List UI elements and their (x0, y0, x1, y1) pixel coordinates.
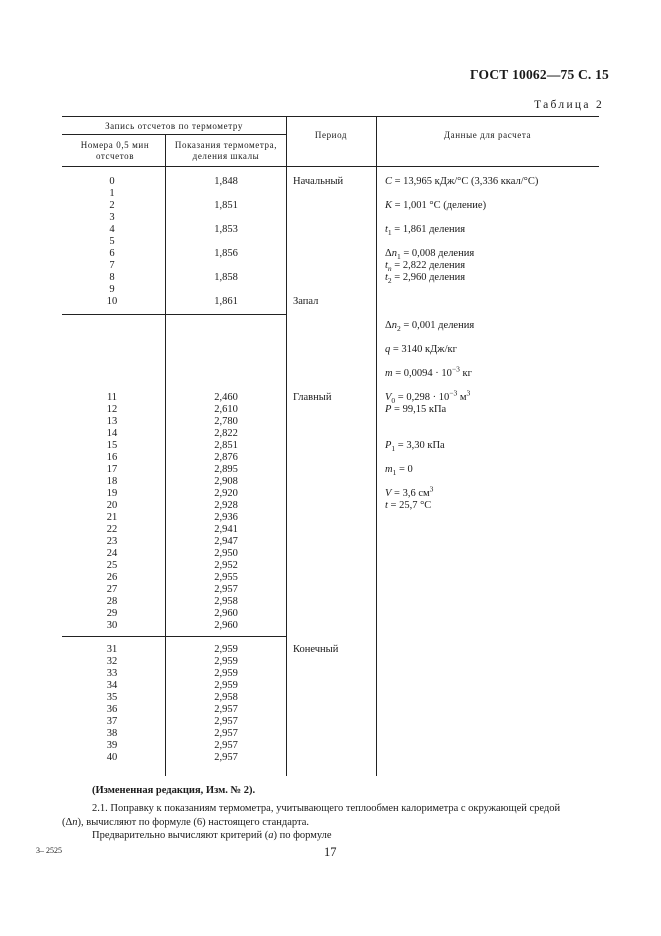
period-main: Главный (293, 392, 332, 403)
reading-value: 2,957 (214, 584, 238, 595)
row-number: 18 (106, 476, 118, 487)
row-number: 4 (109, 224, 115, 235)
row-number: 35 (106, 692, 118, 703)
reading-value: 1,861 (214, 296, 238, 307)
reading-value: 2,895 (214, 464, 238, 475)
period-initial: Начальный (293, 176, 344, 187)
data-q: q = 3140 кДж/кг (385, 344, 457, 355)
data-m1: $m_1 = 0$ (385, 464, 413, 478)
period-final: Конечный (293, 644, 339, 655)
row-number: 1 (109, 188, 115, 199)
row-number: 12 (106, 404, 118, 415)
header-bottom-rule (62, 166, 599, 167)
row-number: 11 (106, 392, 118, 403)
data-K: K = 1,001 °С (деление) (385, 200, 487, 211)
row-number: 22 (106, 524, 118, 535)
header-readings: Показания термометра, деления шкалы (174, 140, 278, 161)
row-number: 30 (106, 620, 118, 631)
row-number: 8 (109, 272, 115, 283)
reading-value: 2,947 (214, 536, 238, 547)
row-number: 17 (106, 464, 118, 475)
row-number: 29 (106, 608, 118, 619)
row-number: 3 (109, 212, 115, 223)
row-number: 23 (106, 536, 118, 547)
data-V: V = 3,6 $см^3$ (385, 484, 434, 499)
row-number: 21 (106, 512, 118, 523)
row-number: 40 (106, 752, 118, 763)
print-code: 3– 2525 (36, 846, 62, 855)
table-top-rule (62, 116, 599, 117)
numbers-column-s3 (62, 644, 162, 764)
row-number: 16 (106, 452, 118, 463)
row-number: 27 (106, 584, 118, 595)
readings-column-s2 (166, 392, 286, 632)
reading-value: 1,851 (214, 200, 238, 211)
reading-value (166, 212, 286, 224)
row-number: 28 (106, 596, 118, 607)
reading-value: 2,920 (214, 488, 238, 499)
data-t: t = 25,7 °С (385, 500, 432, 511)
reading-value: 2,957 (214, 704, 238, 715)
reading-value: 2,959 (214, 668, 238, 679)
row-number: 38 (106, 728, 118, 739)
reading-value: 2,610 (214, 404, 238, 415)
reading-value: 2,876 (214, 452, 238, 463)
row-number: 14 (106, 428, 118, 439)
data-dn2: $\Delta n_2 = 0,001$ деления (385, 320, 475, 334)
reading-value: 2,957 (214, 740, 238, 751)
row-number: 25 (106, 560, 118, 571)
data-tn: $t_n = 2,822$ деления (385, 260, 466, 274)
reading-value: 2,822 (214, 428, 238, 439)
row-number: 32 (106, 656, 118, 667)
reading-value: 2,960 (214, 608, 238, 619)
section-rule-2 (62, 636, 286, 637)
paragraph-2-1-line2: (Δn), вычисляют по формуле (6) настоящего стандарта. (62, 816, 309, 828)
reading-value (166, 188, 286, 200)
row-number: 7 (109, 260, 115, 271)
data-P: P = 99,15 кПа (385, 404, 447, 415)
row-number: 15 (106, 440, 118, 451)
paragraph-2-1-line1: 2.1. Поправку к показаниям термометра, учитывающего теплообмен калориметра с окружающей средой (92, 803, 561, 814)
reading-value (166, 236, 286, 248)
section-rule-1 (62, 314, 286, 315)
row-number: 36 (106, 704, 118, 715)
period-ignition: Запал (293, 296, 319, 307)
reading-value: 2,957 (214, 716, 238, 727)
data-P1: $P_1 = 3,30$ кПа (385, 440, 445, 454)
numbers-column-s2 (62, 392, 162, 632)
reading-value: 1,853 (214, 224, 238, 235)
data-V0: $V_0 = 0,298 \cdot 10^{-3}$ $м^3$ (385, 388, 471, 406)
row-number: 31 (106, 644, 118, 655)
header-group-rule (62, 134, 286, 135)
row-number: 13 (106, 416, 118, 427)
row-number: 33 (106, 668, 118, 679)
reading-value: 2,959 (214, 656, 238, 667)
header-data: Данные для расчета (443, 130, 532, 140)
readings-column-s3 (166, 644, 286, 764)
row-number: 9 (109, 284, 115, 295)
reading-value: 1,848 (214, 176, 238, 187)
header-numbers: Номера 0,5 мин отсчетов (80, 140, 150, 161)
data-t2: $t_2 = 2,960$ деления (385, 272, 466, 286)
row-number: 19 (106, 488, 118, 499)
document-header: ГОСТ 10062—75 С. 15 (470, 67, 609, 82)
data-dn1: $\Delta n_1 = 0,008$ деления (385, 248, 475, 262)
row-number: 34 (106, 680, 118, 691)
reading-value: 2,851 (214, 440, 238, 451)
data-C: C = 13,965 кДж/°С (3,336 ккал/°С) (385, 176, 539, 187)
reading-value: 2,460 (214, 392, 238, 403)
col-divider-2 (286, 116, 287, 776)
reading-value: 2,928 (214, 500, 238, 511)
row-number: 5 (109, 236, 115, 247)
page-number: 17 (324, 845, 337, 859)
reading-value (166, 284, 286, 296)
header-period: Период (314, 130, 348, 140)
header-readings-group: Запись отсчетов по термометру (105, 121, 243, 131)
data-t1: $t_1 = 1,861$ деления (385, 224, 466, 238)
reading-value: 1,858 (214, 272, 238, 283)
row-number: 10 (106, 296, 118, 307)
reading-value: 2,950 (214, 548, 238, 559)
reading-value: 2,780 (214, 416, 238, 427)
paragraph-criterion: Предварительно вычисляют критерий (a) по формуле (92, 830, 332, 841)
reading-value: 2,952 (214, 560, 238, 571)
row-number: 39 (106, 740, 118, 751)
reading-value: 2,959 (214, 680, 238, 691)
col-divider-3 (376, 116, 377, 776)
reading-value: 1,856 (214, 248, 238, 259)
reading-value: 2,959 (214, 644, 238, 655)
revision-note: (Измененная редакция, Изм. № 2). (92, 785, 256, 796)
row-number: 24 (106, 548, 118, 559)
row-number: 20 (106, 500, 118, 511)
reading-value (166, 260, 286, 272)
reading-value: 2,955 (214, 572, 238, 583)
reading-value: 2,941 (214, 524, 238, 535)
readings-column-s1 (166, 176, 286, 308)
numbers-column-s1 (62, 176, 162, 308)
reading-value: 2,957 (214, 752, 238, 763)
row-number: 0 (109, 176, 115, 187)
reading-value: 2,957 (214, 728, 238, 739)
row-number: 2 (109, 200, 115, 211)
row-number: 37 (106, 716, 118, 727)
reading-value: 2,936 (214, 512, 238, 523)
reading-value: 2,958 (214, 596, 238, 607)
reading-value: 2,960 (214, 620, 238, 631)
table-label: Таблица 2 (534, 99, 604, 111)
row-number: 26 (106, 572, 118, 583)
row-number: 6 (109, 248, 115, 259)
data-m: $m = 0,0094 \cdot 10^{-3}$ кг (385, 364, 472, 379)
reading-value: 2,958 (214, 692, 238, 703)
reading-value: 2,908 (214, 476, 238, 487)
paragraph-2-1 (62, 802, 602, 843)
